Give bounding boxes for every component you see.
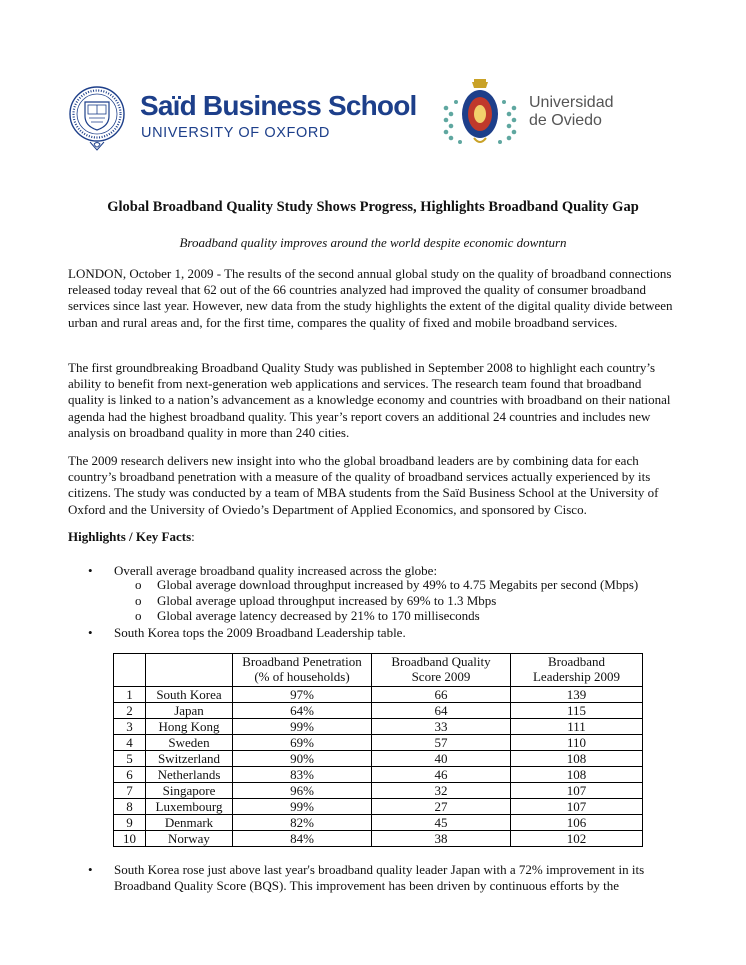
paragraph-intro: LONDON, October 1, 2009 - The results of the second annual global study on the quality of broadband connections released today reveal that 62 out of the 66 countries analyzed had improved the quality of consumer broadband services since last year. However, new data from the study highlights the extent of the digital quality divide between urban and rural areas and, for the first time, compares the quality of fixed and mobile broadband services. — [68, 266, 673, 330]
bullet-icon: • — [88, 625, 93, 640]
header-line: Leadership 2009 — [532, 668, 620, 684]
cell-quality-score: 40 — [372, 751, 511, 767]
cell-penetration: 96% — [233, 783, 372, 799]
oviedo-name-line2: de Oviedo — [529, 112, 602, 129]
header-cell-country — [146, 654, 233, 687]
cell-country: Netherlands — [146, 767, 233, 783]
header-line: Broadband Quality — [391, 654, 491, 669]
cell-rank: 3 — [114, 719, 146, 735]
cell-country: Norway — [146, 831, 233, 847]
cell-quality-score: 64 — [372, 703, 511, 719]
table-row — [114, 831, 643, 847]
cell-rank: 2 — [114, 703, 146, 719]
press-release-title: Global Broadband Quality Study Shows Progress, Highlights Broadband Quality Gap — [107, 199, 639, 215]
highlights-heading-colon: : — [191, 529, 195, 544]
cell-quality-score: 46 — [372, 767, 511, 783]
table-row — [114, 735, 643, 751]
cell-rank: 5 — [114, 751, 146, 767]
cell-country: Hong Kong — [146, 719, 233, 735]
cell-country: Sweden — [146, 735, 233, 751]
sub-bullet-text: Global average download throughput increased by 49% to 4.75 Megabits per second (Mbps) — [157, 577, 639, 592]
cell-rank: 8 — [114, 799, 146, 815]
header-line: Score 2009 — [411, 668, 471, 684]
cell-rank: 6 — [114, 767, 146, 783]
table-row — [114, 687, 643, 703]
header-line: Broadband — [547, 654, 606, 669]
cell-leadership: 115 — [511, 703, 643, 719]
table-row — [114, 815, 643, 831]
cell-quality-score: 57 — [372, 735, 511, 751]
sub-bullet-icon: o — [135, 592, 142, 608]
cell-quality-score: 66 — [372, 687, 511, 703]
cell-leadership: 108 — [511, 767, 643, 783]
cell-leadership: 106 — [511, 815, 643, 831]
highlights-heading — [68, 529, 195, 545]
cell-leadership: 102 — [511, 831, 643, 847]
cell-leadership: 139 — [511, 687, 643, 703]
bullet-text: Overall average broadband quality increased across the globe: — [114, 563, 438, 578]
broadband-leadership-table — [113, 653, 643, 847]
cell-rank: 10 — [114, 831, 146, 847]
cell-quality-score: 33 — [372, 719, 511, 735]
sub-bullet-text: Global average latency decreased by 21% to 170 milliseconds — [157, 608, 480, 623]
header-line: Broadband Penetration — [242, 654, 362, 669]
cell-penetration: 83% — [233, 767, 372, 783]
cell-country: Singapore — [146, 783, 233, 799]
cell-leadership: 107 — [511, 783, 643, 799]
table-row — [114, 703, 643, 719]
cell-country: Denmark — [146, 815, 233, 831]
cell-leadership: 108 — [511, 751, 643, 767]
cell-rank: 1 — [114, 687, 146, 703]
sub-bullet-text: Global average upload throughput increased by 69% to 1.3 Mbps — [157, 592, 497, 608]
cell-quality-score: 45 — [372, 815, 511, 831]
table-header-row — [114, 654, 643, 687]
header-line: (% of households) — [254, 668, 350, 684]
header-cell-leadership — [511, 654, 643, 687]
table-row — [114, 799, 643, 815]
cell-country: Luxembourg — [146, 799, 233, 815]
sub-bullet-icon: o — [135, 608, 142, 623]
cell-country: South Korea — [146, 687, 233, 703]
table-row — [114, 719, 643, 735]
paragraph-first-study: The first groundbreaking Broadband Quality Study was published in September 2008 to highlight each country’s ability to benefit from next-generation web applications and services. The research team found that broadband quality is linked to a nation’s advancement as a knowledge economy and countries with broadband on their national agenda had the highest broadband quality. This year’s report covers an additional 24 countries and includes new analysis on broadband quality in more than 240 cities. — [68, 360, 671, 440]
table-row — [114, 783, 643, 799]
cell-penetration: 99% — [233, 799, 372, 815]
cell-country: Switzerland — [146, 751, 233, 767]
cell-rank: 7 — [114, 783, 146, 799]
cell-penetration: 82% — [233, 815, 372, 831]
university-of-oxford-label: UNIVERSITY OF OXFORD — [141, 125, 330, 141]
cell-penetration: 69% — [233, 735, 372, 751]
bullet-icon: • — [88, 563, 93, 578]
header-cell-quality-score — [372, 654, 511, 687]
table-row — [114, 751, 643, 767]
cell-penetration: 64% — [233, 703, 372, 719]
cell-rank: 4 — [114, 735, 146, 751]
cell-country: Japan — [146, 703, 233, 719]
paragraph-2009-research: The 2009 research delivers new insight into who the global broadband leaders are by combining data for each country’s broadband penetration with a measure of the quality of broadband services actually experienced by its citizens. The study was conducted by a team of MBA students from the Saïd Business School at the University of Oxford and the University of Oviedo’s Department of Applied Economics, and sponsored by Cisco. — [68, 453, 659, 517]
press-release-subtitle: Broadband quality improves around the world despite economic downturn — [179, 235, 567, 250]
cell-quality-score: 27 — [372, 799, 511, 815]
header-cell-rank — [114, 654, 146, 687]
cell-rank: 9 — [114, 815, 146, 831]
bullet-icon: • — [88, 862, 93, 877]
bullet-text: South Korea tops the 2009 Broadband Leadership table. — [114, 625, 406, 640]
cell-leadership: 111 — [511, 719, 643, 735]
cell-penetration: 97% — [233, 687, 372, 703]
cell-penetration: 99% — [233, 719, 372, 735]
table-body — [114, 687, 643, 847]
header-cell-penetration — [233, 654, 372, 687]
cell-leadership: 107 — [511, 799, 643, 815]
oviedo-crest-icon — [438, 78, 522, 150]
cell-quality-score: 32 — [372, 783, 511, 799]
oviedo-name-line1: Universidad — [529, 94, 614, 111]
cell-penetration: 84% — [233, 831, 372, 847]
bullet-text: South Korea rose just above last year's broadband quality leader Japan with a 72% improvement in its Broadband Quality Score (BQS). This improvement has been driven by continuous efforts by the — [114, 862, 645, 893]
table-row — [114, 767, 643, 783]
said-business-school-name: Saïd Business School — [140, 90, 417, 121]
cell-leadership: 110 — [511, 735, 643, 751]
cell-quality-score: 38 — [372, 831, 511, 847]
universidad-de-oviedo-name — [529, 94, 613, 130]
oxford-seal-icon — [68, 84, 130, 156]
sub-bullet-icon: o — [135, 577, 142, 592]
cell-penetration: 90% — [233, 751, 372, 767]
highlights-heading-text: Highlights / Key Facts — [68, 529, 192, 544]
logo-header — [68, 78, 688, 160]
